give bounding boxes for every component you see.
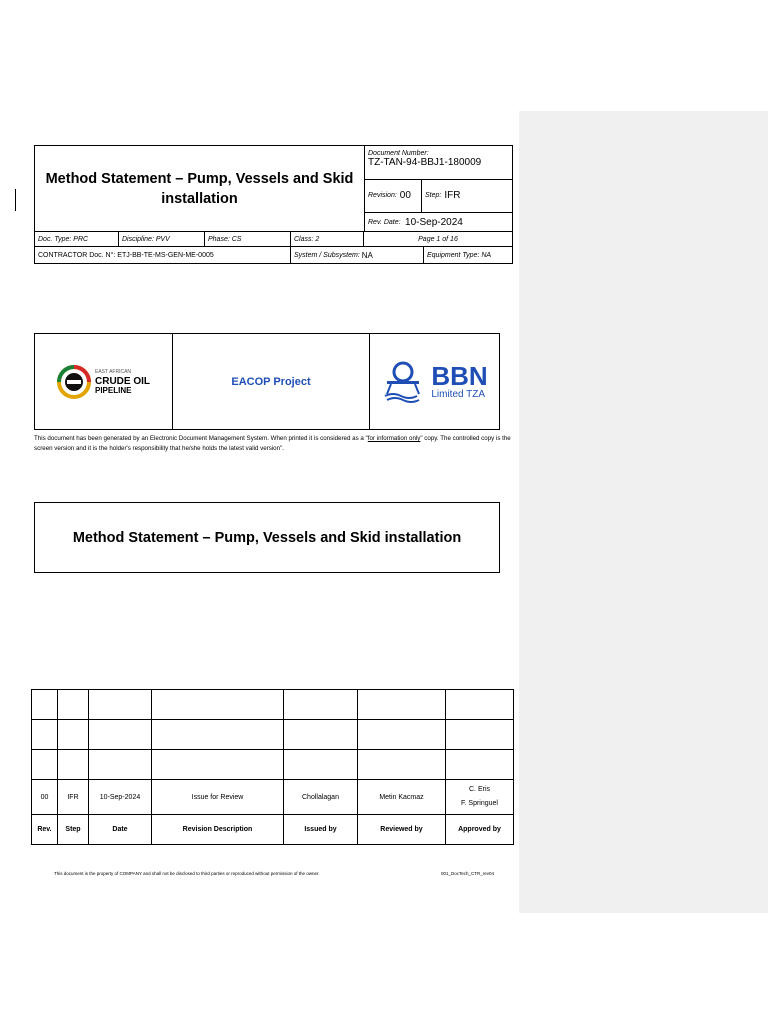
system-label: System / Subsystem:	[294, 251, 360, 259]
doc-type: Doc. Type: PRC	[35, 232, 119, 246]
revision-value: 00	[399, 190, 411, 202]
document-header-block	[34, 145, 513, 264]
bbn-logo	[370, 334, 499, 429]
revision-table	[31, 689, 514, 845]
page-number: Page 1 of 16	[418, 235, 458, 243]
bbn-emblem-icon	[381, 360, 425, 404]
description-cell: Issue for Review	[152, 780, 284, 815]
project-name: EACOP Project	[173, 334, 370, 429]
header-description: Revision Description	[152, 815, 284, 845]
eacop-small-text: EAST AFRICAN	[95, 369, 132, 375]
class: Class: 2	[291, 232, 364, 246]
document-number-label: Document Number:	[368, 150, 429, 157]
notice-text-2: " copy. The controlled copy is the screen version and it is the holder's responsibility that he/she holds the latest valid version".	[34, 435, 511, 452]
document-number: TZ-TAN-94-BBJ1-180009	[368, 157, 482, 168]
bbn-text: BBN	[431, 360, 488, 391]
phase: Phase: CS	[205, 232, 291, 246]
rev-cell: 00	[32, 780, 58, 815]
step-cell: IFR	[58, 780, 89, 815]
eacop-emblem-icon	[57, 365, 91, 399]
revision-label: Revision:	[368, 192, 397, 200]
approver-1: C. Eris	[469, 786, 490, 793]
approved-by-cell	[446, 780, 514, 815]
table-row	[32, 720, 514, 750]
eacop-logo	[35, 334, 173, 429]
header-step: Step	[58, 815, 89, 845]
bbn-subtext: Limited TZA	[431, 388, 486, 400]
rev-date-cell	[365, 213, 512, 231]
equipment-type: Equipment Type: NA	[427, 251, 492, 259]
notice-text-1: This document has been generated by an Electronic Document Management System. When printed it is considered as a "	[34, 435, 368, 442]
issued-by-cell: Chollalagan	[284, 780, 358, 815]
header-approved-by: Approved by	[446, 815, 514, 845]
system-subsystem	[291, 247, 424, 263]
step-label: Step:	[425, 192, 442, 200]
header-reviewed-by: Reviewed by	[358, 815, 446, 845]
edms-notice	[34, 434, 518, 454]
discipline: Discipline: PVV	[119, 232, 205, 246]
header-issued-by: Issued by	[284, 815, 358, 845]
step-cell	[422, 180, 463, 212]
notice-emphasis: for information only	[367, 435, 421, 442]
page-footer	[54, 871, 494, 876]
footer-code: 001_DocTech_CTR_rev04	[440, 871, 494, 876]
document-number-cell	[365, 146, 512, 180]
table-row	[32, 780, 514, 815]
header-rev: Rev.	[32, 815, 58, 845]
date-cell: 10-Sep-2024	[89, 780, 152, 815]
step-value: IFR	[444, 190, 461, 202]
logo-banner	[34, 333, 500, 430]
eacop-line1: CRUDE OIL	[95, 376, 150, 387]
rev-date-label: Rev. Date:	[368, 218, 401, 226]
system-value: NA	[361, 250, 373, 260]
text-cursor	[15, 189, 16, 211]
contractor-doc-number: CONTRACTOR Doc. N°: ETJ-BB-TE-MS-GEN-ME-0005	[35, 247, 291, 263]
main-title: Method Statement – Pump, Vessels and Skid installation	[34, 502, 500, 573]
header-date: Date	[89, 815, 152, 845]
reviewed-by-cell: Metin Kacmaz	[358, 780, 446, 815]
approver-2: F. Springuel	[461, 800, 498, 807]
revision-cell	[365, 180, 422, 212]
table-header-row	[32, 815, 514, 845]
table-row	[32, 750, 514, 780]
table-row	[32, 690, 514, 720]
rev-date-value: 10-Sep-2024	[405, 216, 463, 228]
header-title: Method Statement – Pump, Vessels and Skid installation	[45, 170, 354, 207]
eacop-line2: PIPELINE	[95, 386, 132, 395]
comments-pane	[519, 111, 768, 913]
footer-text: This document is the property of COMPANY and shall not be disclosed to third parties or reproduced without permission of the owner.	[54, 871, 320, 876]
